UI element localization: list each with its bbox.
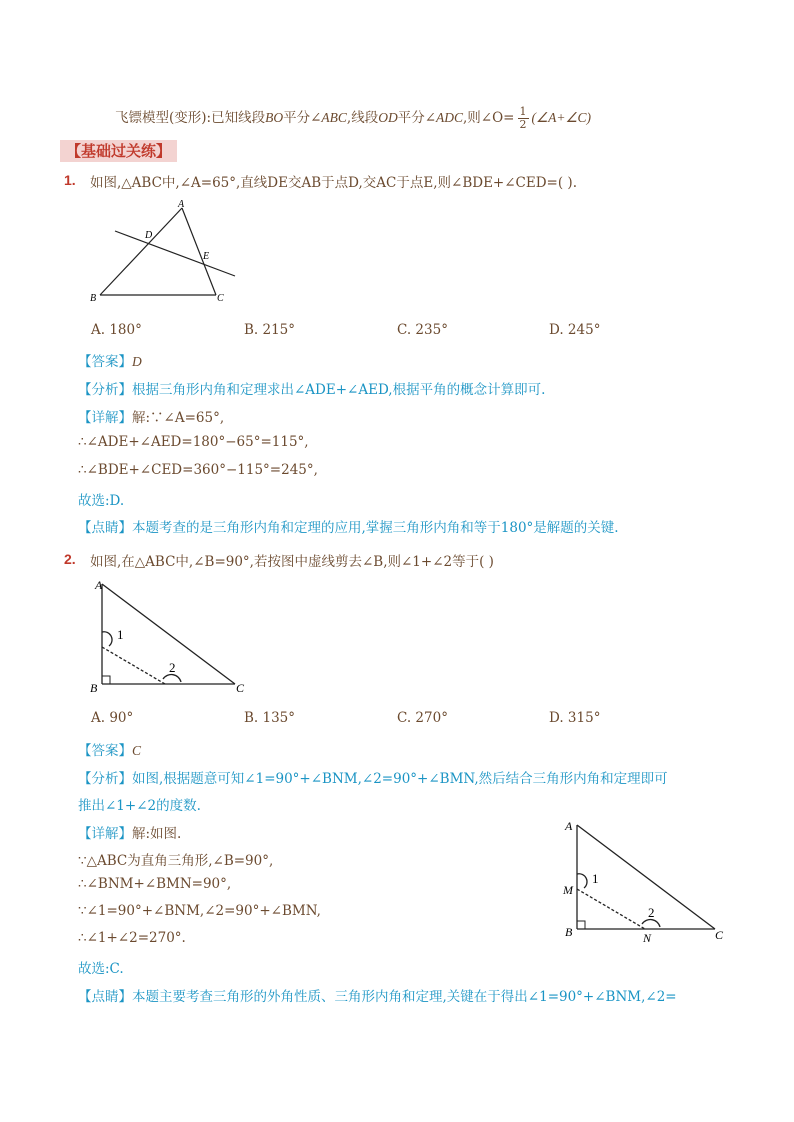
q2-comment-tag: 【点睛】: [78, 989, 132, 1005]
q2-label-one: 1: [117, 627, 124, 642]
q2-number: 2.: [64, 551, 76, 567]
q2-detail-line: 解:如图.: [132, 826, 182, 842]
q2-detail-line: ∵△ABC为直角三角形,∠B=90°,: [78, 853, 274, 869]
q1-label-c: C: [217, 293, 224, 304]
q1-option-c[interactable]: C. 235°: [397, 322, 448, 338]
q1-comment-text: 本题考查的是三角形内角和定理的应用,掌握三角形内角和等于180°是解题的关键.: [132, 520, 619, 536]
q1-figure: [85, 198, 245, 310]
q2-solution-figure: [560, 815, 735, 947]
q2s-label-c: C: [715, 928, 724, 942]
q2-label-b: B: [90, 681, 98, 695]
q2-analysis-tag: 【分析】: [78, 771, 132, 787]
q1-detail-line: 解:∵∠A=65°,: [132, 410, 225, 426]
q2s-label-one: 1: [592, 871, 599, 886]
q2-analysis-text: 如图,根据题意可知∠1=90°+∠BNM,∠2=90°+∠BMN,然后结合三角形内角和定理即可: [132, 771, 668, 787]
q1-analysis-text: 根据三角形内角和定理求出∠ADE+∠AED,根据平角的概念计算即可.: [132, 382, 546, 398]
q1-option-b[interactable]: B. 215°: [244, 322, 296, 338]
model-adc: ADC: [436, 110, 464, 125]
q2-answer: [78, 739, 141, 759]
q2s-label-n: N: [643, 931, 652, 945]
model-mid4: ,则∠O=: [463, 110, 515, 126]
q1-detail-line: ∴∠BDE+∠CED=360°−115°=245°,: [78, 462, 318, 478]
model-fraction: [518, 106, 529, 131]
q1-number: 1.: [64, 172, 76, 188]
q2-analysis: [78, 767, 668, 787]
q2s-arc-1: [577, 874, 587, 888]
q1-detail-line: 故选:D.: [78, 493, 125, 509]
q2-dashed-cut: [102, 647, 165, 684]
q2-detail-line: ∵∠1=90°+∠BNM,∠2=90°+∠BMN,: [78, 903, 321, 919]
q2-answer-tag: 【答案】: [78, 743, 132, 759]
q1-label-e: E: [203, 251, 210, 262]
q1-label-d: D: [145, 230, 153, 241]
q1-answer-value: D: [132, 354, 142, 369]
q1-detail-line: ∴∠ADE+∠AED=180°−65°=115°,: [78, 434, 309, 450]
section-title: 【基础过关练】: [60, 140, 177, 162]
q1-answer-tag: 【答案】: [78, 354, 132, 370]
q2-answer-value: C: [132, 743, 142, 758]
q2-option-c[interactable]: C. 270°: [397, 710, 448, 726]
model-statement: [115, 105, 592, 131]
model-abc: ABC: [321, 110, 347, 125]
q2-figure: [85, 574, 255, 700]
q1-label-a: A: [178, 199, 185, 210]
q2s-arc-2: [642, 920, 660, 927]
q1-label-b: B: [90, 293, 97, 304]
q2-option-b[interactable]: B. 135°: [244, 710, 296, 726]
q1-side-ac: [182, 208, 216, 295]
q1-comment: [78, 516, 619, 536]
model-bo: BO: [265, 110, 284, 125]
model-od: OD: [378, 110, 398, 125]
fraction-denominator: 2: [519, 118, 527, 131]
q2s-label-two: 2: [648, 905, 655, 920]
q2-comment: [78, 985, 677, 1005]
q2s-label-m: M: [563, 883, 573, 897]
q1-detail-tag: 【详解】: [78, 410, 132, 426]
q2s-right-angle-mark: [577, 921, 585, 929]
q2-detail-line: ∴∠BNM+∠BMN=90°,: [78, 876, 232, 892]
q2-comment-text: 本题主要考查三角形的外角性质、三角形内角和定理,关键在于得出∠1=90°+∠BNM,∠2=: [132, 989, 677, 1005]
q2-detail: [78, 822, 181, 842]
q1-option-a[interactable]: A. 180°: [91, 322, 142, 338]
q1-line-de: [115, 231, 235, 276]
model-suffix: (∠A+∠C): [531, 110, 592, 125]
q2s-label-a: A: [565, 819, 573, 833]
q1-analysis: [78, 378, 545, 398]
q1-detail: [78, 406, 224, 426]
q2-arc-1: [102, 632, 112, 646]
q1-answer: [78, 350, 142, 370]
q2-stem: 如图,在△ABC中,∠B=90°,若按图中虚线剪去∠B,则∠1+∠2等于( ): [90, 554, 494, 570]
model-mid2: ,线段: [346, 110, 379, 126]
q1-option-d[interactable]: D. 245°: [549, 322, 601, 338]
model-mid3: 平分∠: [397, 110, 437, 126]
q2-option-a[interactable]: A. 90°: [91, 710, 134, 726]
q2-analysis-line2: 推出∠1+∠2的度数.: [78, 798, 201, 814]
q2-detail-tag: 【详解】: [78, 826, 132, 842]
model-mid1: 平分∠: [283, 110, 322, 126]
q1-stem: 如图,△ABC中,∠A=65°,直线DE交AB于点D,交AC于点E,则∠BDE+∠CED=( ).: [90, 175, 577, 191]
q2-detail-line: ∴∠1+∠2=270°.: [78, 930, 186, 946]
q2-label-two: 2: [169, 660, 176, 675]
q1-analysis-tag: 【分析】: [78, 382, 132, 398]
q2s-label-b: B: [565, 925, 573, 939]
model-prefix: 飞镖模型(变形):已知线段: [115, 110, 266, 126]
q2-detail-line: 故选:C.: [78, 961, 124, 977]
q1-comment-tag: 【点睛】: [78, 520, 132, 536]
q2s-dashed-mn: [577, 889, 645, 929]
q2-label-c: C: [236, 681, 245, 695]
fraction-numerator: 1: [519, 105, 527, 118]
q2-option-d[interactable]: D. 315°: [549, 710, 601, 726]
q2-arc-2: [163, 675, 181, 682]
q2-label-a: A: [95, 578, 103, 592]
q2-right-angle-mark: [102, 676, 110, 684]
